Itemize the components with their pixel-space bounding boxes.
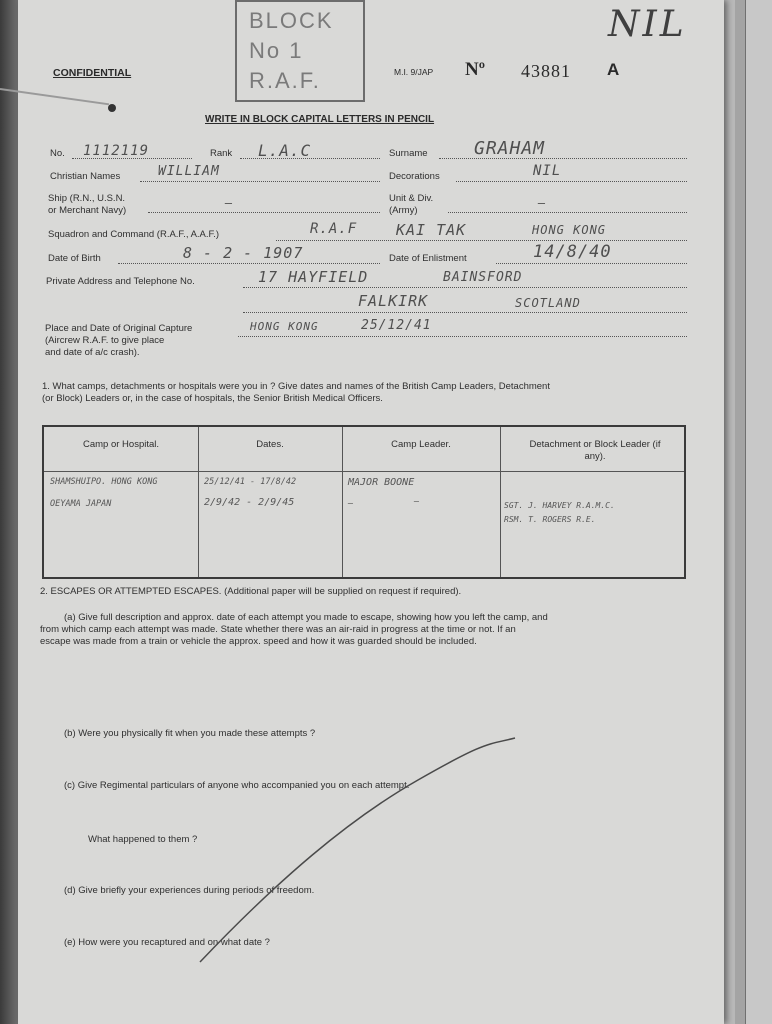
page-stack-edge [744,0,772,1024]
ship-value: — [225,196,234,210]
table-header-detachment: Detachment or Block Leader (if any). [529,439,661,462]
address-value-street: 17 HAYFIELD [258,268,369,286]
capture-value-place: HONG KONG [250,320,319,333]
decorations-value: NIL [533,163,562,179]
table-cell: — [348,499,354,509]
ml-code: M.I. 9/JAP [394,67,434,77]
confidential-label: CONFIDENTIAL [53,67,132,79]
table-header-dates: Dates. [256,439,284,450]
table-header-camp: Camp or Hospital. [82,439,160,450]
question-2a-line-1: (a) Give full description and approx. date of each attempt you made to escape, showing how you left the camp, and [64,612,548,623]
form-number: 43881 [521,61,571,81]
table-cell: SHAMSHUIPO. HONG KONG [50,477,158,487]
surname-value: GRAHAM [474,138,546,159]
table-cell: 2/9/42 - 2/9/45 [204,497,295,508]
table-cell: 25/12/41 - 17/8/42 [204,477,297,487]
christian-names-value: WILLIAM [158,164,220,179]
squadron-value-raf: R.A.F [310,221,358,237]
squadron-value-base: KAI TAK [396,221,467,239]
question-2a-line-2: from which camp each attempt was made. State whether there was an air-raid in progress at the time or not. If an [40,624,516,635]
nil-annotation: NIL [608,4,687,45]
dob-label: Date of Birth [48,253,101,264]
question-1-line-2: (or Block) Leaders or, in the case of hospitals, the Senior British Medical Officers. [42,393,383,404]
binding-knot [108,104,116,112]
capture-value-date: 25/12/41 [361,318,432,333]
surname-label: Surname [389,148,428,159]
squadron-value-location: HONG KONG [532,223,607,237]
stamp-line-3: R.A.F. [249,68,321,93]
capture-label-2: (Aircrew R.A.F. to give place [45,335,165,346]
question-2a-line-3: escape was made from a train or vehicle the approx. speed and how it was guarded should be included. [40,636,477,647]
rank-value: L.A.C [258,141,312,160]
enlistment-value: 14/8/40 [533,242,612,262]
question-2c: (c) Give Regimental particulars of anyone who accompanied you on each attempt. [64,780,410,791]
address-label: Private Address and Telephone No. [46,276,195,287]
question-2-title: 2. ESCAPES OR ATTEMPTED ESCAPES. (Additional paper will be supplied on request if required). [40,586,462,597]
number-label: Nº [465,59,485,80]
table-header-leader: Camp Leader. [391,439,451,450]
table-cell: — [414,497,420,507]
stamp-line-1: BLOCK [249,8,334,33]
table-cell: SGT. J. HARVEY R.A.M.C. [504,501,615,510]
christian-names-label: Christian Names [50,171,121,182]
question-2e: (e) How were you recaptured and on what date ? [64,937,270,948]
no-value: 1112119 [83,143,150,159]
dob-value: 8 - 2 - 1907 [183,244,304,262]
question-2d: (d) Give briefly your experiences during periods of freedom. [64,885,315,896]
unit-label-2: (Army) [389,205,418,216]
question-2c-followup: What happened to them ? [88,834,198,845]
rank-label: Rank [210,148,233,159]
unit-label: Unit & Div. [389,193,434,204]
ship-label-2: or Merchant Navy) [48,205,127,216]
question-2b: (b) Were you physically fit when you made these attempts ? [64,728,316,739]
table-cell: OEYAMA JAPAN [50,499,112,509]
form-suffix: A [607,60,620,79]
ship-label: Ship (R.N., U.S.N. [48,193,126,204]
stamp-line-2: No 1 [249,38,304,63]
no-label: No. [50,148,65,159]
table-cell: RSM. T. ROGERS R.E. [504,515,596,524]
capture-label: Place and Date of Original Capture [45,323,193,334]
capture-label-3: and date of a/c crash). [45,347,140,358]
squadron-label: Squadron and Command (R.A.F., A.A.F.) [48,229,220,240]
unit-value: — [538,196,547,210]
instruction-heading: WRITE IN BLOCK CAPITAL LETTERS IN PENCIL [205,114,435,125]
address-value-district: BAINSFORD [443,270,523,285]
decorations-label: Decorations [389,171,440,182]
strike-through-line [18,0,724,1024]
address-value-town: FALKIRK [358,292,429,310]
form-page [18,0,724,1024]
address-value-country: SCOTLAND [515,296,581,310]
table-cell: MAJOR BOONE [348,477,415,488]
enlistment-label: Date of Enlistment [389,253,467,264]
question-1-line-1: 1. What camps, detachments or hospitals were you in ? Give dates and names of the British Camp Leaders, Detachment [42,381,550,392]
